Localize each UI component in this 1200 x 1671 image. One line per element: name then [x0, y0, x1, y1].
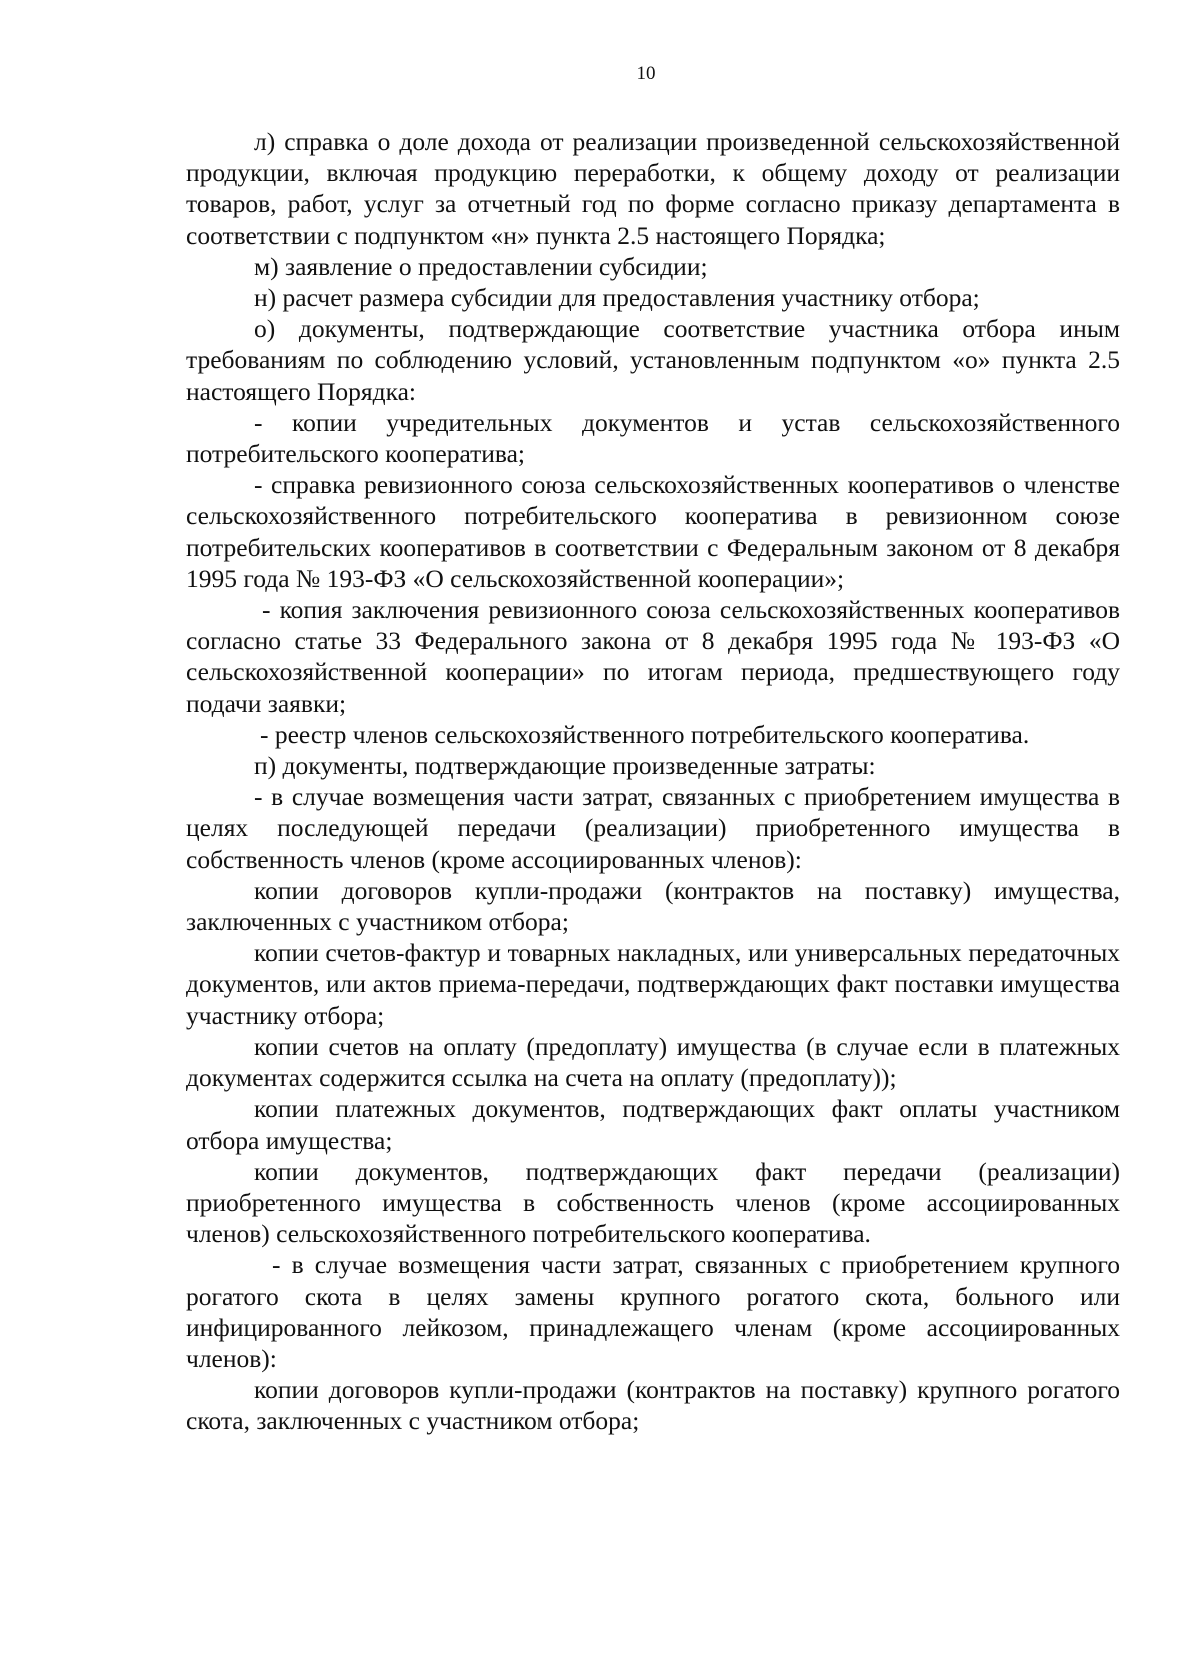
list-item-transfer-documents: копии документов, подтверждающих факт передачи (реализации) приобретенного имущества в собственность членов (кроме ассоциированных членов) сельскохозяйственного потребительского кооператива. [186, 1156, 1120, 1249]
paragraph-o-compliance-documents: о) документы, подтверждающие соответствие участника отбора иным требованиям по соблюдению условий, установленным подпунктом «о» пункта 2.5 настоящего Порядка: [186, 314, 1120, 406]
list-item-member-register: - реестр членов сельскохозяйственного потребительского кооператива. [260, 719, 1030, 749]
list-item-payment-invoices: копии счетов на оплату (предоплату) имущества (в случае если в платежных документах содержится ссылка на счета на оплату (предоплату)); [186, 1031, 1120, 1093]
list-item-property-acquisition: - в случае возмещения части затрат, связанных с приобретением имущества в целях последующей передачи (реализации) приобретенного имущества в собственность членов (кроме ассоциированных членов): [186, 782, 1120, 874]
list-item-audit-conclusion-copy: - копия заключения ревизионного союза сельскохозяйственных кооперативов согласно статье 33 Федерального закона от 8 декабря 1995 года № 193-ФЗ «О сельскохозяйственной кооперации» по итогам периода, предшествующего году подачи заявки; [186, 595, 1120, 718]
list-item-cattle-acquisition: - в случае возмещения части затрат, связанных с приобретением крупного рогатого скота в целях замены крупного рогатого скота, больного или инфицированного лейкозом, принадлежащего членам (кроме ассоциированных членов): [186, 1250, 1120, 1373]
document-body [186, 126, 1120, 1437]
paragraph-n-subsidy-calculation: н) расчет размера субсидии для предоставления участнику отбора; [254, 283, 980, 313]
list-item-cattle-sale-contracts: копии договоров купли-продажи (контрактов на поставку) крупного рогатого скота, заключенных с участником отбора; [186, 1375, 1120, 1436]
list-item-payment-documents: копии платежных документов, подтверждающих факт оплаты участником отбора имущества; [186, 1094, 1120, 1155]
list-item-charter-copies: - копии учредительных документов и устав сельскохозяйственного потребительского кооператива; [186, 407, 1120, 469]
paragraph-m-application: м) заявление о предоставлении субсидии; [254, 251, 708, 281]
paragraph-l-income-share: л) справка о доле дохода от реализации произведенной сельскохозяйственной продукции, включая продукцию переработки, к общему доходу от реализации товаров, работ, услуг за отчетный год по форме согласно приказу департамента в соответствии с подпунктом «н» пункта 2.5 настоящего Порядка; [186, 127, 1120, 250]
list-item-invoices: копии счетов-фактур и товарных накладных, или универсальных передаточных документов, или актов приема-передачи, подтверждающих факт поставки имущества участнику отбора; [186, 938, 1120, 1030]
page-number: 10 [636, 63, 656, 84]
list-item-sale-contracts: копии договоров купли-продажи (контрактов на поставку) имущества, заключенных с участником отбора; [186, 875, 1120, 937]
list-item-audit-union-certificate: - справка ревизионного союза сельскохозяйственных кооперативов о членстве сельскохозяйственного потребительского кооператива в ревизионном союзе потребительских кооперативов в соответствии с Федеральным законом от 8 декабря 1995 года № 193-ФЗ «О сельскохозяйственной кооперации»; [186, 470, 1120, 593]
paragraph-p-cost-documents: п) документы, подтверждающие произведенные затраты: [254, 751, 876, 781]
